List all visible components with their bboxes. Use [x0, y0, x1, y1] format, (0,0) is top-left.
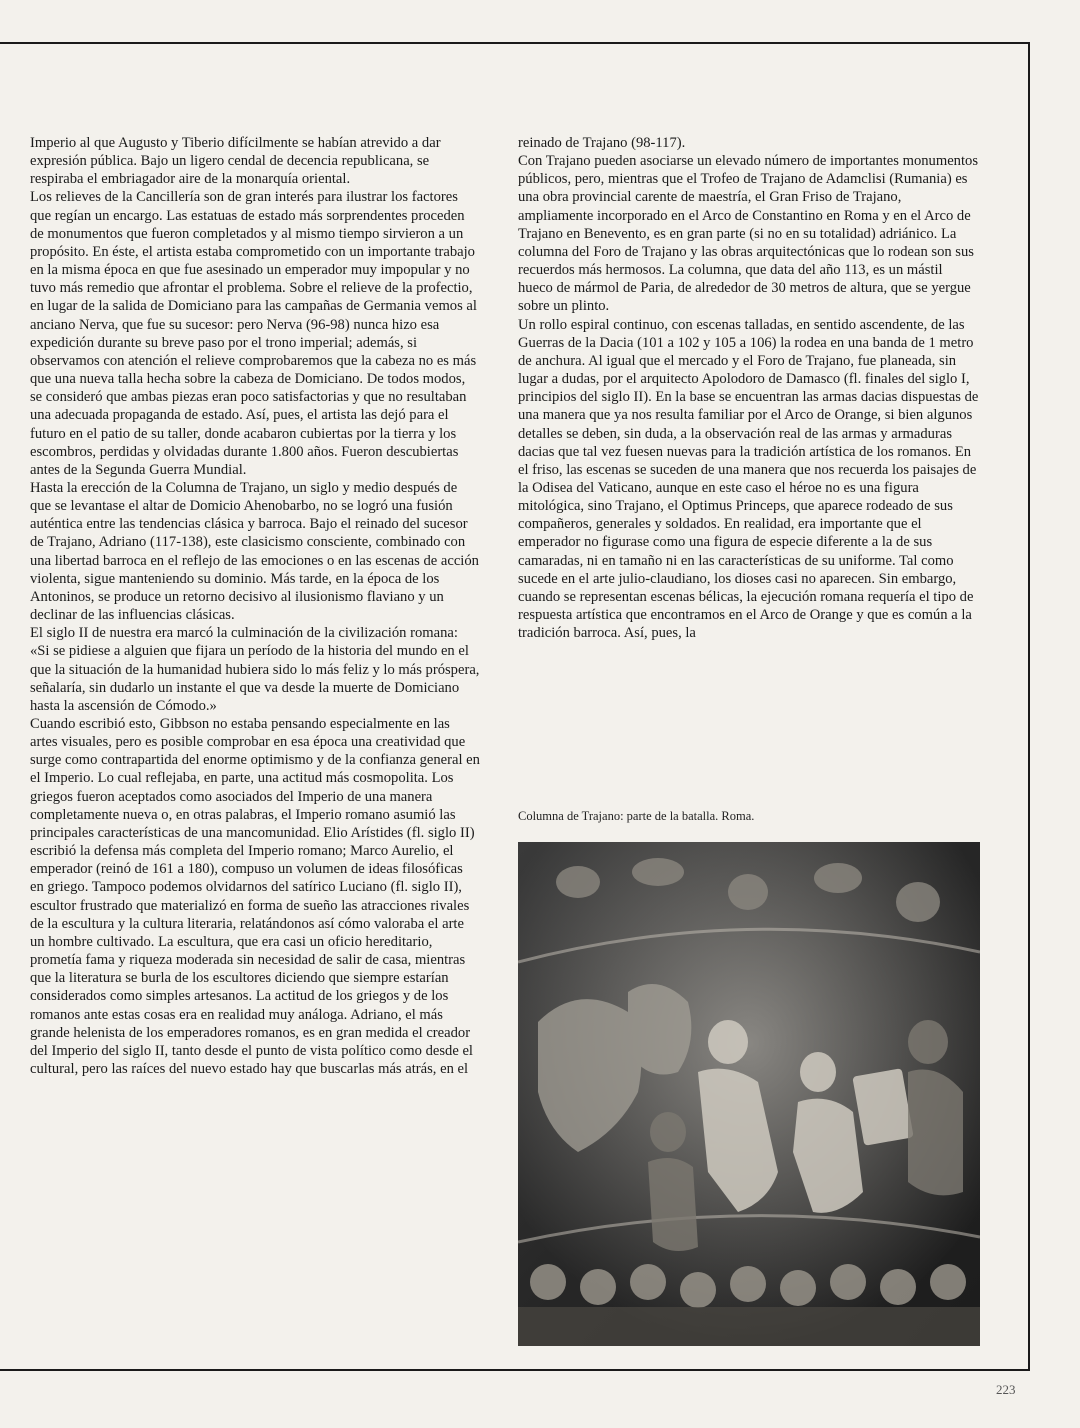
paragraph: Un rollo espiral continuo, con escenas talladas, en sentido ascendente, de las Guerras de la Dacia (101 a 102 y 105 a 106) la rodea en una banda de 1 metro de anchura. Al igual que el mercado y el Foro de Trajano, fue planeada, sin lugar a dudas, por el arquitecto Apolodoro de Damasco (fl. finales del siglo I, principios del siglo II). En la base se encuentran las armas dacias dispuestas de una manera que ya nos resulta familiar por el Arco de Orange, si bien algunos detalles se deben, sin duda, a la observación real de las armas y armaduras dacias que tal vez fuesen nuevas para la tradición artística de los romanos. En el friso, las escenas se suceden de una manera que nos recuerda los paisajes de la Odisea del Vaticano, aunque en este caso el héroe no es una figura mitológica, sino Trajano, el Optimus Princeps, que aparece rodeado de sus compañeros, generales y soldados. En realidad, era importante que el emperador no figurase como una figura de especie diferente a la de sus camaradas, ni en tamaño ni en las características de su uniforme. Tal como sucede en el arte julio-claudiano, los dioses casi no aparecen. Sin embargo, cuando se representan escenas bélicas, la ejecución romana requería el tipo de respuesta artística que encontramos en el Arco de Orange y que es común a la tradición barroca. Así, pues, la — [518, 316, 979, 642]
paragraph: Imperio al que Augusto y Tiberio difícilmente se habían atrevido a dar expresión pública. Bajo un ligero cendal de decencia republicana, se respiraba el embriagador aire de la monarquía oriental. — [30, 135, 441, 188]
paragraph: reinado de Trajano (98-117). — [518, 135, 686, 151]
paragraph: Cuando escribió esto, Gibbson no estaba pensando especialmente en las artes visuales, pero es posible comprobar en esa época una creatividad que surge como contrapartida del enorme optimismo y de la confianza general en el Imperio. Lo cual reflejaba, en parte, una actitud más cosmopolita. Los griegos fueron aceptados como asociados del Imperio de una manera completamente nueva o, en otras palabras, el Imperio romano asumió las principales características de una mancomunidad. Elio Arístides (fl. siglo II) escribió la defensa más completa del Imperio romano; Marco Aurelio, el emperador (reinó de 161 a 180), compuso un volumen de ideas filosóficas en griego. Tampoco podemos olvidarnos del satírico Luciano (fl. siglo II), escultor frustrado que materializó en forma de sueño las atracciones rivales de la escultura y la cultura literaria, relatándonos así cómo valoraba el arte un hombre cultivado. La escultura, que era casi un oficio hereditario, prometía fama y riqueza moderada sin necesidad de salir de casa, mientras que la literatura se burla de los escultores diciendo que siempre estarían considerados como simples artesanos. La actitud de los griegos y de los romanos ante estas cosas era en realidad muy análoga. Adriano, el más grande helenista de los emperadores romanos, es en gran medida el creador del Imperio del siglo II, tanto desde el punto de vista político como desde el cultural, pero las raíces del nuevo estado hay que buscarlas más atrás, en el — [30, 716, 480, 1077]
figure-caption: Columna de Trajano: parte de la batalla. Roma. — [518, 809, 755, 823]
page-number: 223 — [996, 1382, 1016, 1397]
relief-photo-icon — [518, 842, 980, 1346]
frame-right-rule — [1028, 42, 1030, 1371]
paragraph: Con Trajano pueden asociarse un elevado número de importantes monumentos públicos, pero, mientras que el Trofeo de Trajano de Adamclisi (Rumania) es una obra provincial carente de maestría, el Gran Friso de Trajano, ampliamente incorporado en el Arco de Constantino en Roma y en el Arco de Trajano en Benevento, es en gran parte (si no en su totalidad) adriánico. La columna del Foro de Trajano y las obras arquitectónicas que lo rodean son sus recuerdos más hermosos. La columna, que data del año 113, es un mástil hueco de mármol de Paria, de alrededor de 30 metros de altura, que se yergue sobre un plinto. — [518, 153, 979, 315]
quotation: «Si se pidiese a alguien que fijara un período de la historia del mundo en el que la situación de la humanidad hubiera sido lo más feliz y lo más próspera, señalaría, sin dudarlo un instante el que va desde la muerte de Domiciano hasta la ascensión de Cómodo.» — [30, 643, 480, 714]
frame-bottom-rule — [0, 1369, 1030, 1371]
paragraph: El siglo II de nuestra era marcó la culminación de la civilización romana: — [30, 625, 458, 642]
left-text-column — [30, 134, 480, 1078]
right-text-column — [518, 134, 980, 642]
paragraph: Los relieves de la Cancillería son de gran interés para ilustrar los factores que regían un encargo. Las estatuas de estado más sorprendentes proceden de monumentos que fueron completados y al mismo tiempo sirvieron a un propósito. En éste, el artista estaba comprometido con un importante trabajo en la misma época en que fue asesinado un emperador muy impopular y no tuvo más remedio que afrontar el problema. Sobre el relieve de la profectio, en lugar de la salida de Domiciano para las campañas de Germania vemos al anciano Nerva, que fue su sucesor: pero Nerva (96-98) nunca hizo esa expedición durante su breve paso por el trono imperial; además, si observamos con atención el relieve comprobaremos que la cabeza no es más que una nueva talla hecha sobre la cabeza de Domiciano. De todos modos, se consideró que ambas piezas eran poco satisfactorias y que no resultaban una adecuada propaganda de estado. Así, pues, el artista las dejó para el futuro en el patio de su taller, donde acabaron cubiertas por la tierra y los escombros, perdidas y olvidadas durante 1.800 años. Fueron descubiertas antes de la Segunda Guerra Mundial. — [30, 189, 477, 478]
paragraph: Hasta la erección de la Columna de Trajano, un siglo y medio después de que se levantase el altar de Domicio Ahenobarbo, no se logró una fusión auténtica entre las tendencias clásica y barroca. Bajo el reinado del sucesor de Trajano, Adriano (117-138), este clasicismo consciente, combinado con una libertad barroca en el reflejo de las emociones o en las escenas de acción violenta, sigue manteniendo su dominio. Más tarde, en la época de los Antoninos, se produce un retorno decisivo al ilusionismo flaviano y un declinar de las influencias clásicas. — [30, 479, 479, 624]
frame-top-rule — [0, 42, 1030, 44]
